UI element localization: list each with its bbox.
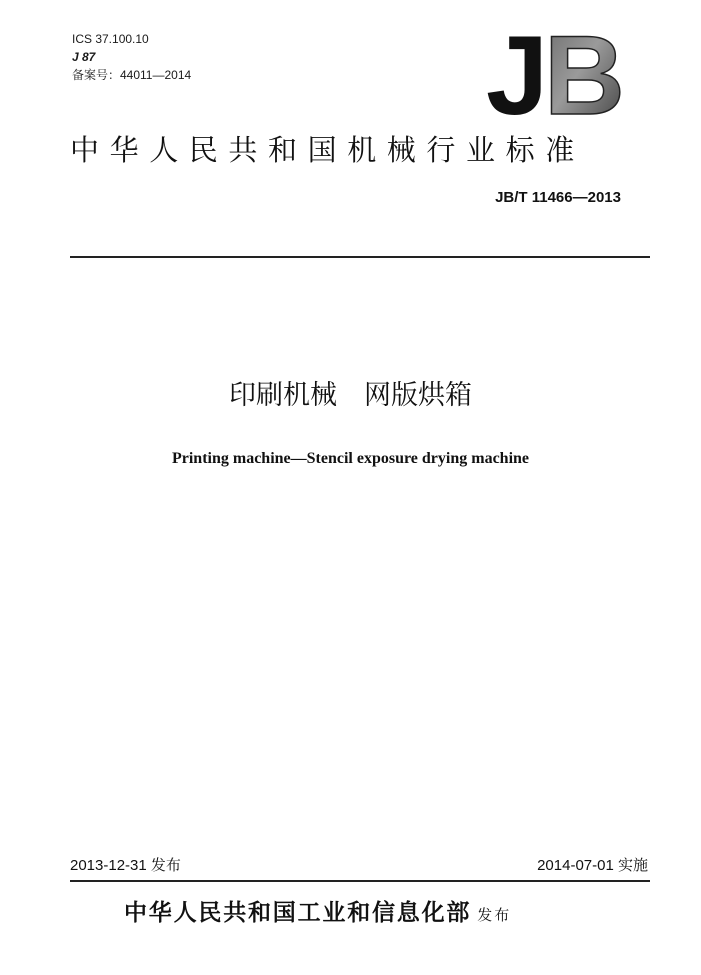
- ccs-code: J 87: [72, 50, 96, 64]
- header-divider: [70, 256, 650, 258]
- implementation-date: 2014-07-01 实施: [537, 857, 648, 874]
- document-title-chinese: 印刷机械 网版烘箱: [229, 380, 472, 411]
- standard-number: [495, 189, 621, 207]
- registration-number: 备案号：44011—2014: [72, 68, 192, 82]
- issuing-authority: [124, 898, 511, 930]
- footer-divider: [70, 880, 650, 882]
- issuer-name: 中华人民共和国工业和信息化部: [124, 900, 472, 926]
- standard-category-header: 中华人民共和国机械行业标准: [70, 133, 585, 167]
- issuer-suffix: 发布: [477, 906, 512, 924]
- jb-logo-letter-j: J: [486, 24, 543, 124]
- jb-logo-icon: [486, 24, 622, 124]
- jb-logo-letter-b: B: [544, 24, 622, 124]
- ics-code: ICS 37.100.10: [72, 32, 149, 46]
- standard-number-text: JB/T 11466—2013: [495, 189, 621, 206]
- document-title-english: Printing machine—Stencil exposure drying machine: [171, 450, 530, 467]
- jb-logo: [486, 24, 622, 124]
- issue-date: 2013-12-31 发布: [70, 857, 181, 874]
